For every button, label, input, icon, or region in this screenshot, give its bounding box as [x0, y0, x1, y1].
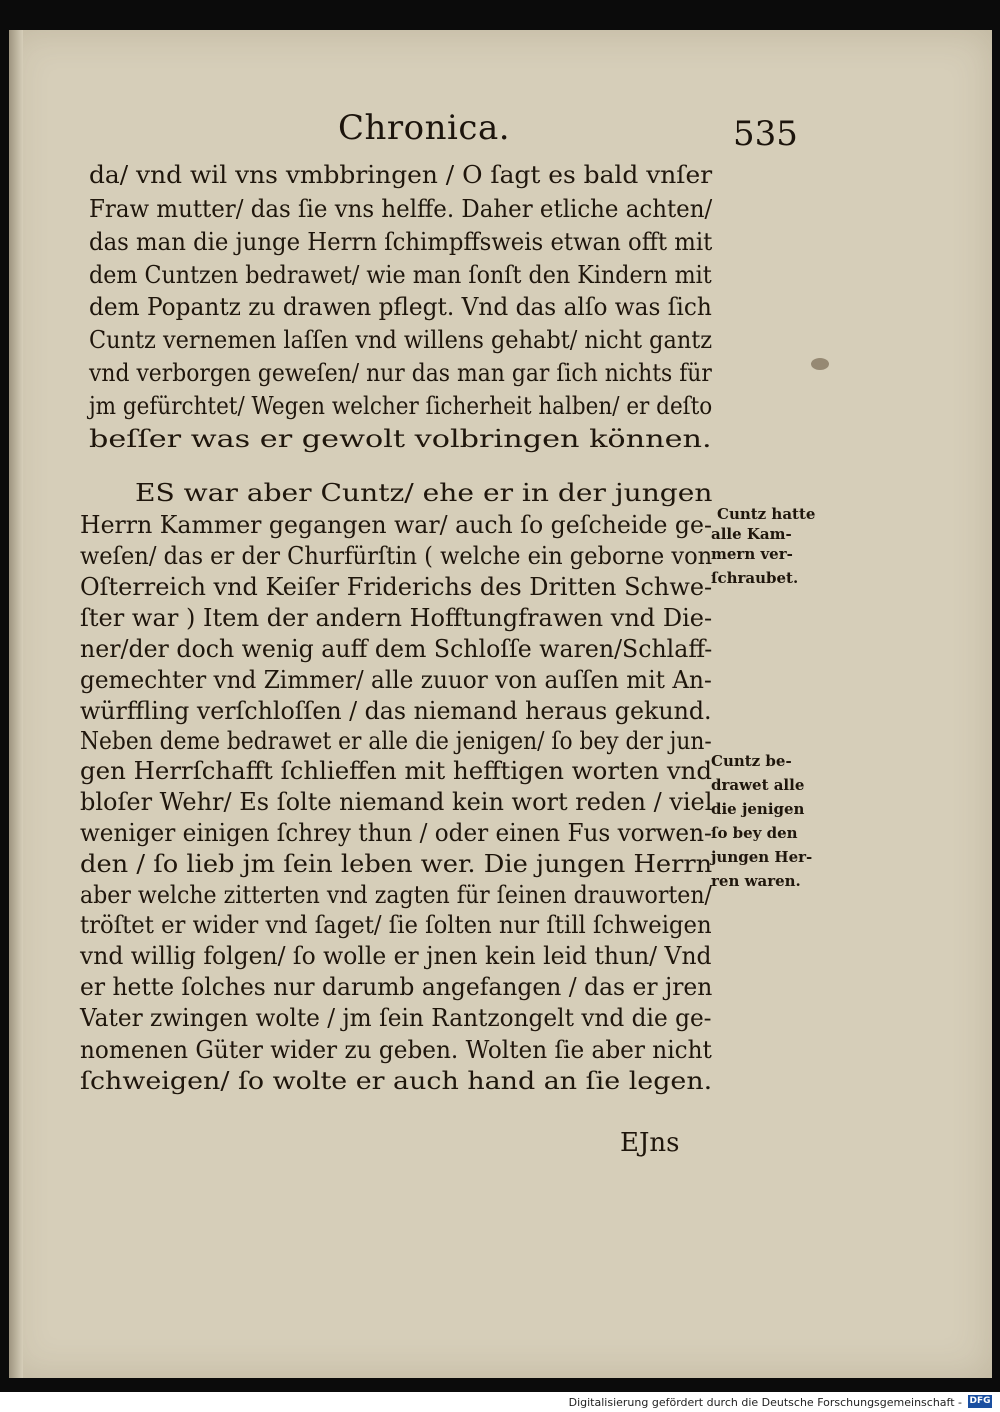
- text-line: beſſer was er gewolt volbringen können.: [89, 425, 712, 453]
- text-line: Vater zwingen wolte / jm ſein Rantzongelt vnd die ge-: [80, 1004, 712, 1032]
- text-line: vnd verborgen geweſen/ nur das man gar ſich nichts für: [89, 359, 712, 387]
- text-line: weſen/ das er der Churfürſtin ( welche ein geborne von: [80, 542, 713, 570]
- text-line: Fraw mutter/ das ſie vns helffe. Daher etliche achten/: [89, 195, 713, 223]
- text-line: bloſer Wehr/ Es ſolte niemand kein wort reden / viel: [80, 788, 713, 816]
- text-line: ner/der doch wenig auff dem Schloſſe waren/Schlaff-: [80, 635, 713, 663]
- text-line: da/ vnd wil vns vmbbringen / O ſagt es bald vnſer: [89, 161, 713, 189]
- text-line: vnd willig folgen/ ſo wolle er jnen kein leid thun/ Vnd: [80, 942, 712, 970]
- margin-note-line: ſchraubet.: [711, 569, 799, 587]
- dfg-logo-icon[interactable]: DFG: [969, 1396, 991, 1406]
- text-line: aber welche zitterten vnd zagten für ſeinen drauworten/: [80, 881, 712, 909]
- footer-credit: Digitalisierung gefördert durch die Deutsche Forschungsgemeinschaft -: [568, 1396, 962, 1409]
- page-spine: [9, 30, 23, 1378]
- text-line: Herrn Kammer gegangen war/ auch ſo geſcheide ge-: [80, 511, 712, 539]
- margin-note-line: alle Kam-: [711, 525, 792, 543]
- catchword: EJns: [620, 1128, 680, 1158]
- margin-note-line: mern ver-: [711, 545, 793, 563]
- text-line: gen Herrſchafft ſchlieffen mit hefftigen worten vnd: [80, 757, 712, 785]
- text-line: ES war aber Cuntz/ ehe er in der jungen: [135, 479, 713, 507]
- page-number: 535: [733, 114, 798, 154]
- text-line: Neben deme bedrawet er alle die jenigen/ ſo bey der jun-: [80, 727, 712, 755]
- text-line: weniger einigen ſchrey thun / oder einen Fus vorwen-: [80, 819, 712, 847]
- text-line: gemechter vnd Zimmer/ alle zuuor von auſſen mit An-: [80, 666, 712, 694]
- text-line: jm gefürchtet/ Wegen welcher ſicherheit halben/ er deſto: [89, 392, 713, 420]
- running-head: Chronica.: [338, 108, 511, 148]
- margin-note-line: ſo bey den: [711, 824, 798, 842]
- margin-note-line: jungen Her-: [711, 848, 813, 866]
- text-line: ſter war ) Item der andern Hofftungfrawen vnd Die-: [80, 604, 713, 632]
- ink-smudge: [811, 358, 829, 370]
- text-line: Cuntz vernemen laſſen vnd willens gehabt/ nicht gantz: [89, 326, 713, 354]
- margin-note-line: drawet alle: [711, 776, 805, 794]
- margin-note-line: ren waren.: [711, 872, 801, 890]
- text-line: Oſterreich vnd Keiſer Friderichs des Dritten Schwe-: [80, 573, 713, 601]
- text-line: das man die junge Herrn ſchimpffsweis etwan offt mit: [89, 228, 713, 256]
- text-line: würffling verſchloſſen / das niemand heraus gekund.: [80, 697, 712, 725]
- text-line: tröſtet er wider vnd ſaget/ ſie ſolten nur ſtill ſchweigen: [80, 911, 712, 939]
- margin-note-line: Cuntz hatte: [717, 505, 816, 523]
- text-line: ſchweigen/ ſo wolte er auch hand an ſie legen.: [80, 1067, 713, 1095]
- text-line: dem Cuntzen bedrawet/ wie man ſonſt den Kindern mit: [89, 261, 712, 289]
- text-line: den / ſo lieb jm ſein leben wer. Die jungen Herrn: [80, 850, 713, 878]
- margin-note-line: die jenigen: [711, 800, 805, 818]
- text-line: dem Popantz zu drawen pflegt. Vnd das alſo was ſich: [89, 293, 712, 321]
- margin-note-line: Cuntz be-: [711, 752, 792, 770]
- text-line: er hette ſolches nur darumb angefangen / das er jren: [80, 973, 713, 1001]
- text-line: nomenen Güter wider zu geben. Wolten ſie aber nicht: [80, 1036, 712, 1064]
